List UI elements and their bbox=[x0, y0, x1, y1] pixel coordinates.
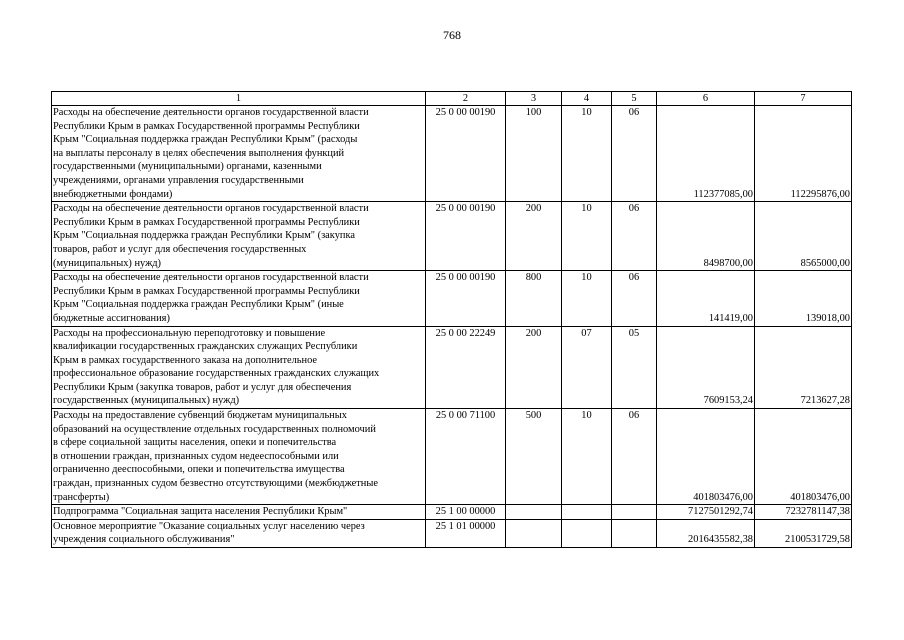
row-section: 10 bbox=[562, 202, 612, 271]
row-expense-type bbox=[506, 505, 562, 520]
row-amount-col6: 401803476,00 bbox=[657, 409, 755, 505]
row-subsection: 06 bbox=[612, 202, 657, 271]
row-section bbox=[562, 505, 612, 520]
row-subsection: 05 bbox=[612, 326, 657, 409]
table-row bbox=[52, 326, 852, 409]
row-code: 25 0 00 00190 bbox=[426, 202, 506, 271]
row-amount-col6: 141419,00 bbox=[657, 271, 755, 326]
row-amount-col7: 2100531729,58 bbox=[755, 519, 852, 547]
row-amount-col6: 112377085,00 bbox=[657, 106, 755, 202]
table-row bbox=[52, 106, 852, 202]
row-amount-col6: 8498700,00 bbox=[657, 202, 755, 271]
row-subsection: 06 bbox=[612, 409, 657, 505]
row-amount-col6: 2016435582,38 bbox=[657, 519, 755, 547]
row-description: Расходы на обеспечение деятельности органов государственной власти Республики Крым в рамках Государственной программы Республики Крым "Социальная поддержка граждан Республики Крым" (расходы на выплаты персоналу в целях обеспечения выполнения функций государственными (муниципальными) органами, казенными учреждениями, органами управления государственными внебюджетными фондами) bbox=[52, 106, 426, 202]
row-description: Расходы на обеспечение деятельности органов государственной власти Республики Крым в рамках Государственной программы Республики Крым "Социальная поддержка граждан Республики Крым" (закупка товаров, работ и услуг для обеспечения государственных (муниципальных) нужд) bbox=[52, 202, 426, 271]
row-expense-type bbox=[506, 519, 562, 547]
row-code: 25 0 00 22249 bbox=[426, 326, 506, 409]
row-code: 25 0 00 71100 bbox=[426, 409, 506, 505]
row-section: 10 bbox=[562, 106, 612, 202]
row-expense-type: 100 bbox=[506, 106, 562, 202]
row-amount-col7: 7213627,28 bbox=[755, 326, 852, 409]
row-amount-col7: 139018,00 bbox=[755, 271, 852, 326]
row-description: Подпрограмма "Социальная защита населения Республики Крым" bbox=[52, 505, 426, 520]
column-header: 3 bbox=[506, 92, 562, 106]
table-row bbox=[52, 271, 852, 326]
table-row bbox=[52, 409, 852, 505]
row-subsection: 06 bbox=[612, 271, 657, 326]
row-amount-col7: 8565000,00 bbox=[755, 202, 852, 271]
row-subsection bbox=[612, 519, 657, 547]
column-header: 2 bbox=[426, 92, 506, 106]
row-description: Расходы на предоставление субвенций бюджетам муниципальных образований на осуществление отдельных государственных полномочий в сфере социальной защиты населения, опеки и попечительства в отношении граждан, признанных судом недееспособными или ограниченно дееспособными, опеки и попечительства имущества граждан, признанных судом безвестно отсутствующими (межбюджетные трансферты) bbox=[52, 409, 426, 505]
page-number: 768 bbox=[443, 28, 461, 42]
row-expense-type: 200 bbox=[506, 326, 562, 409]
row-code: 25 0 00 00190 bbox=[426, 271, 506, 326]
row-section: 07 bbox=[562, 326, 612, 409]
table-row bbox=[52, 202, 852, 271]
table-row bbox=[52, 519, 852, 547]
column-header: 5 bbox=[612, 92, 657, 106]
row-amount-col7: 401803476,00 bbox=[755, 409, 852, 505]
table-row bbox=[52, 505, 852, 520]
column-header: 1 bbox=[52, 92, 426, 106]
row-expense-type: 500 bbox=[506, 409, 562, 505]
budget-table bbox=[51, 91, 852, 548]
row-amount-col6: 7609153,24 bbox=[657, 326, 755, 409]
row-code: 25 1 01 00000 bbox=[426, 519, 506, 547]
row-section: 10 bbox=[562, 409, 612, 505]
row-section bbox=[562, 519, 612, 547]
row-description: Расходы на обеспечение деятельности органов государственной власти Республики Крым в рамках Государственной программы Республики Крым "Социальная поддержка граждан Республики Крым" (иные бюджетные ассигнования) bbox=[52, 271, 426, 326]
row-subsection: 06 bbox=[612, 106, 657, 202]
row-amount-col7: 112295876,00 bbox=[755, 106, 852, 202]
row-expense-type: 800 bbox=[506, 271, 562, 326]
row-subsection bbox=[612, 505, 657, 520]
row-amount-col6: 7127501292,74 bbox=[657, 505, 755, 520]
row-description: Основное мероприятие "Оказание социальных услуг населению через учреждения социального обслуживания" bbox=[52, 519, 426, 547]
column-header: 7 bbox=[755, 92, 852, 106]
column-header: 4 bbox=[562, 92, 612, 106]
row-amount-col7: 7232781147,38 bbox=[755, 505, 852, 520]
column-header: 6 bbox=[657, 92, 755, 106]
row-description: Расходы на профессиональную переподготовку и повышение квалификации государственных гражданских служащих Республики Крым в рамках государственного заказа на дополнительное профессиональное образование государственных гражданских служащих Республики Крым (закупка товаров, работ и услуг для обеспечения государственных (муниципальных) нужд) bbox=[52, 326, 426, 409]
row-expense-type: 200 bbox=[506, 202, 562, 271]
row-section: 10 bbox=[562, 271, 612, 326]
row-code: 25 0 00 00190 bbox=[426, 106, 506, 202]
row-code: 25 1 00 00000 bbox=[426, 505, 506, 520]
table-header-row bbox=[52, 92, 852, 106]
